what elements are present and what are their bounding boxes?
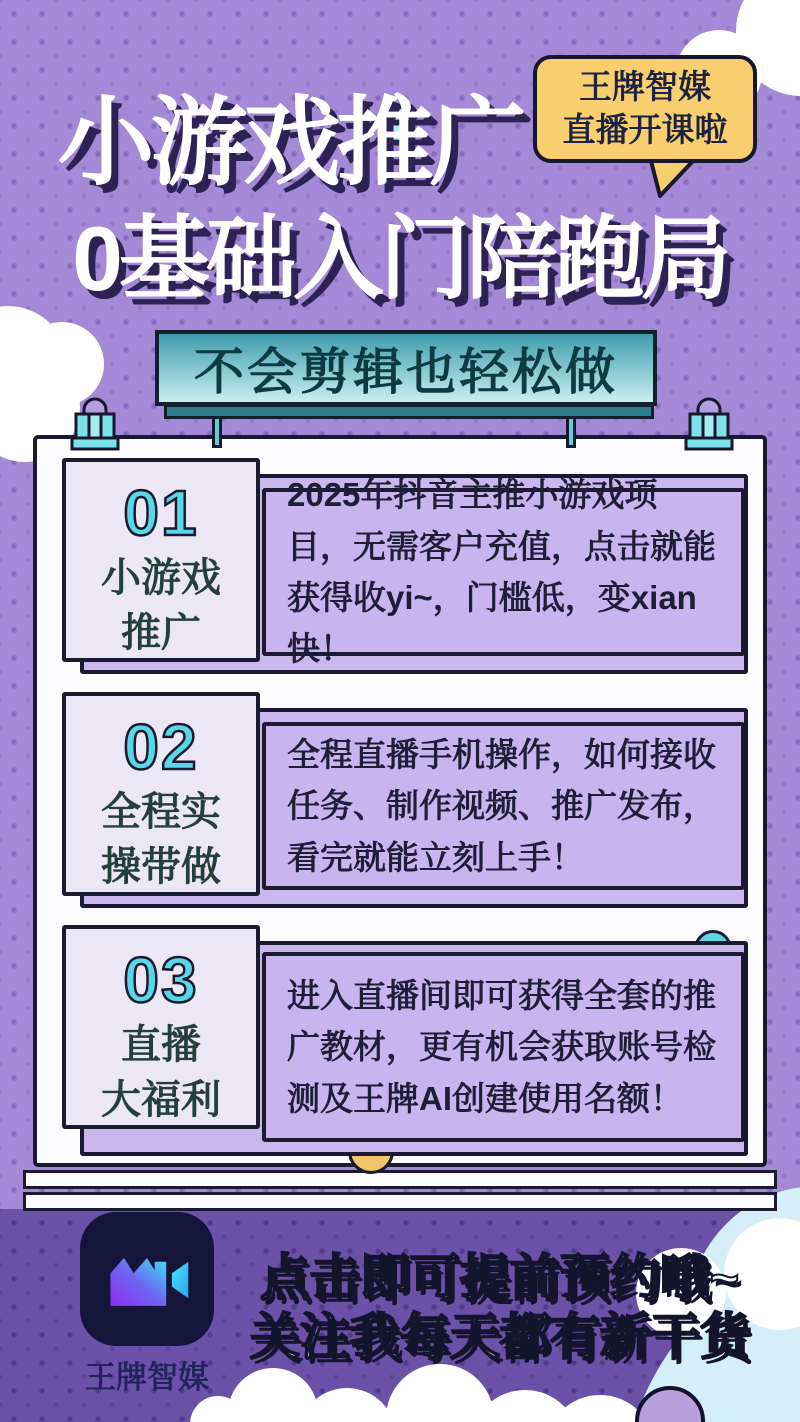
card-body-text: 进入直播间即可获得全套的推广教材，更有机会获取账号检测及王牌AI创建使用名额！ — [287, 976, 716, 1117]
card-text-box-3 — [262, 952, 745, 1142]
card-label-line2: 大福利 — [101, 1078, 221, 1123]
live-class-badge — [533, 55, 757, 163]
card-label-line1: 小游戏 — [101, 556, 221, 601]
card-body-text: 2025年抖音主推小游戏项目，无需客户充值，点击就能获得收yi~，门槛低，变xian快！ — [287, 476, 716, 668]
poster-title-line2: 0基础入门陪跑局 — [72, 209, 728, 310]
card-label-line2: 操带做 — [101, 845, 221, 890]
card-text-box-1 — [262, 476, 745, 668]
badge-line2: 直播开课啦 — [562, 111, 728, 148]
badge-line1: 王牌智媒 — [579, 68, 711, 106]
poster-title-line1: 小游戏推广 — [57, 88, 523, 197]
card-number-box-1 — [62, 458, 260, 662]
card-label-line1: 直播 — [121, 1023, 201, 1068]
banner-text: 不会剪辑也轻松做 — [194, 344, 618, 400]
app-logo-button[interactable] — [80, 1212, 214, 1346]
card-text-box-2 — [262, 722, 745, 890]
banner-3d-edge — [164, 404, 654, 419]
card-number-box-2 — [62, 692, 260, 896]
card-label-line2: 推广 — [121, 611, 201, 656]
card-number: 03 — [123, 944, 199, 1016]
brand-name: 王牌智媒 — [85, 1360, 209, 1395]
board-paper-strip — [23, 1170, 777, 1189]
cta-line2[interactable]: 关注我每天都有新干货 — [250, 1309, 750, 1365]
card-number: 01 — [123, 477, 199, 549]
clip-icon — [678, 392, 740, 456]
card-number-box-3 — [62, 925, 260, 1129]
speech-bubble-tail — [645, 158, 697, 200]
video-camera-logo-icon — [99, 1231, 195, 1327]
board-paper-strip — [23, 1192, 777, 1211]
card-label-line1: 全程实 — [101, 790, 221, 835]
card-number: 02 — [123, 711, 199, 783]
card-body-text: 全程直播手机操作，如何接收任务、制作视频、推广发布，看完就能立刻上手！ — [287, 735, 716, 876]
clip-icon — [64, 392, 126, 456]
cta-line1[interactable]: 点击即可提前预约哦~ — [259, 1250, 740, 1306]
banner-sign — [155, 330, 657, 406]
